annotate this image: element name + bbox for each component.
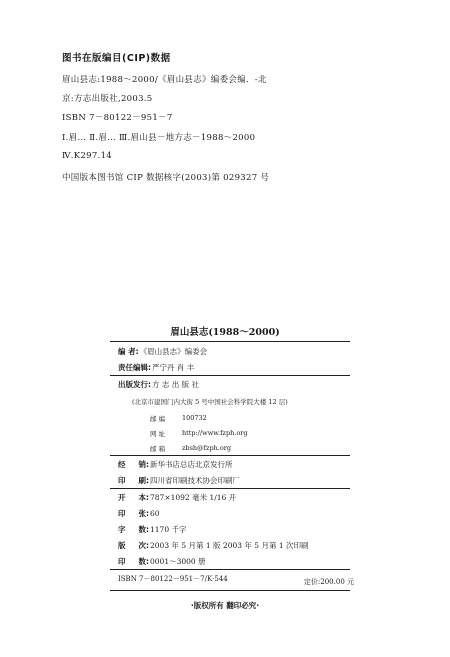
cip-isbn: ISBN 7－80122－951－7 xyxy=(62,113,173,123)
cip-citation-line-1: 眉山县志:1988～2000/《眉山县志》编委会编．-北 xyxy=(62,75,267,85)
publisher-label: 出版发行: xyxy=(118,380,151,389)
full-isbn: ISBN 7－80122－951－7/K·544 xyxy=(118,575,228,583)
print-run-value: 0001～3000 册 xyxy=(150,557,206,566)
edition-row xyxy=(118,540,309,551)
edition-label: 版 xyxy=(118,541,139,550)
distributor-label: 经 xyxy=(118,460,139,469)
responsible-editor-label: 责任编辑: xyxy=(118,363,151,372)
distributor-value: 新华书店总店北京发行所 xyxy=(150,460,233,469)
sheets-label-2: 张: xyxy=(138,509,149,518)
postcode-label: 邮 编 xyxy=(150,415,166,423)
print-run-label-2: 数: xyxy=(138,557,149,566)
editor-label: 编 者: xyxy=(118,347,139,356)
cip-citation-line-2: 京:方志出版社,2003.5 xyxy=(62,94,153,104)
printer-label-2: 刷: xyxy=(138,476,149,485)
words-value: 1170 千字 xyxy=(150,525,187,534)
section-rule-1 xyxy=(110,375,350,376)
website-value: http://www.fzph.org xyxy=(182,429,248,437)
book-title: 眉山县志(1988～2000) xyxy=(170,327,280,338)
postcode-value: 100732 xyxy=(182,414,207,422)
publisher-value: 方 志 出 版 社 xyxy=(152,380,200,389)
publisher-address: (北京市建国门内大街 5 号中国社会科学院大楼 12 层) xyxy=(132,398,288,406)
cip-subjects: Ⅰ.眉… Ⅱ.眉… Ⅲ.眉山县－地方志－1988～2000 xyxy=(62,133,256,143)
format-label: 开 xyxy=(118,493,139,502)
printer-value: 四川省印刷技术协会印刷厂 xyxy=(150,476,240,485)
cip-heading: 图书在版编目(CIP)数据 xyxy=(62,53,171,64)
section-rule-4 xyxy=(110,569,350,570)
words-label: 字 xyxy=(118,525,139,534)
edition-value: 2003 年 5 月第 1 版 2003 年 5 月第 1 次印刷 xyxy=(150,541,309,550)
cip-approval-number: 中国版本图书馆 CIP 数据核字(2003)第 029327 号 xyxy=(62,173,270,183)
website-label: 网 址 xyxy=(150,430,166,438)
sheets-label: 印 xyxy=(118,509,139,518)
print-run-row xyxy=(118,556,206,567)
copyright-notice: ·版权所有 翻印必究· xyxy=(190,601,260,610)
printer-label: 印 xyxy=(118,476,139,485)
email-value: zbsh@fzph.org xyxy=(182,444,232,452)
editor-value: 《眉山县志》编委会 xyxy=(139,347,208,356)
format-value: 787×1092 毫米 1/16 开 xyxy=(150,493,237,502)
distributor-label-2: 销: xyxy=(138,460,149,469)
sheets-value: 60 xyxy=(150,509,160,518)
responsible-editor-value: 严宁丹 肖 丰 xyxy=(152,363,195,372)
words-label-2: 数: xyxy=(138,525,149,534)
responsible-editor-row xyxy=(118,362,194,373)
section-rule-2 xyxy=(110,455,350,456)
edition-label-2: 次: xyxy=(138,541,149,550)
words-row xyxy=(118,524,186,535)
format-label-2: 本: xyxy=(138,493,149,502)
bottom-rule xyxy=(110,590,350,591)
section-rule-3 xyxy=(110,488,350,489)
publisher-row xyxy=(118,379,199,390)
title-top-rule xyxy=(110,341,350,342)
print-run-label: 印 xyxy=(118,557,139,566)
email-label: 邮 箱 xyxy=(150,445,166,453)
format-row xyxy=(118,492,236,503)
cip-classification: Ⅳ.K297.14 xyxy=(62,151,112,161)
distributor-row xyxy=(118,459,233,470)
sheets-row xyxy=(118,508,160,519)
printer-row xyxy=(118,475,240,486)
price: 定价:200.00 元 xyxy=(303,578,354,586)
editor-row xyxy=(118,346,207,357)
